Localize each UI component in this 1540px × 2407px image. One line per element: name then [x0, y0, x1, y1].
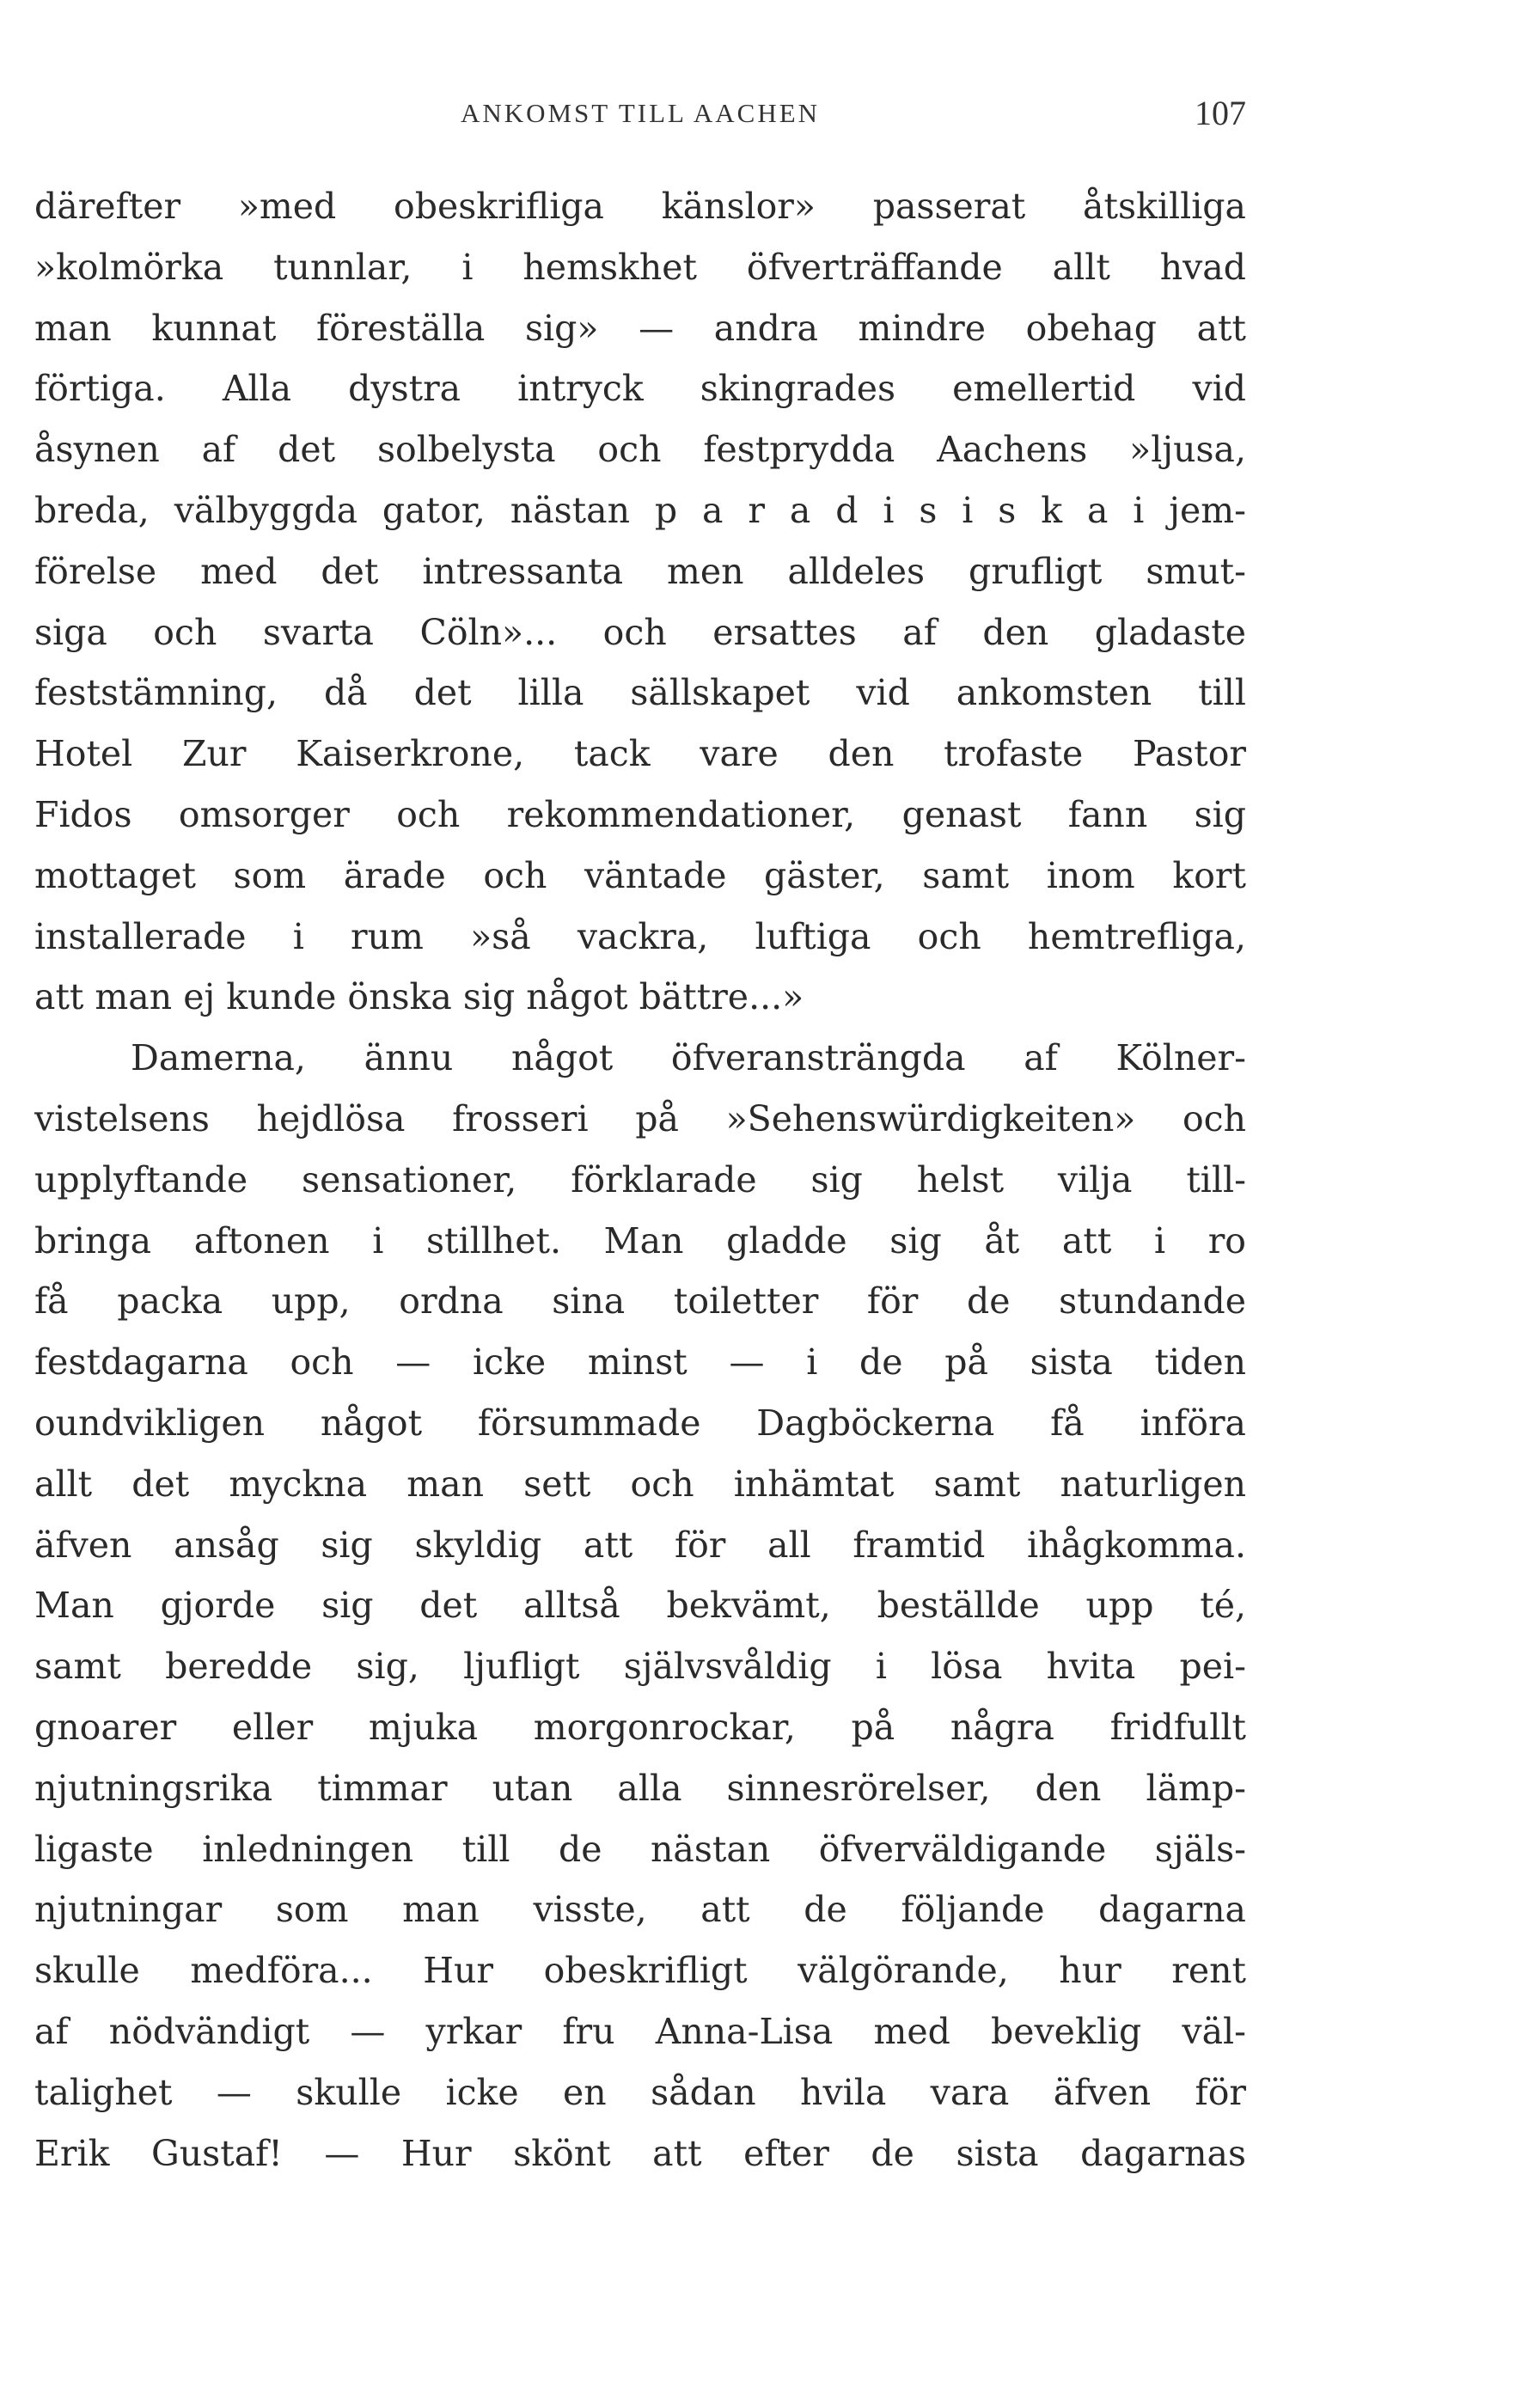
running-title: ANKOMST TILL AACHEN	[460, 98, 821, 128]
running-header	[34, 93, 1246, 136]
text-line: därefter »med obeskrifliga känslor» passerat åtskilliga	[34, 186, 1246, 227]
text-line: oundvikligen något försummade Dagböckerna få införa	[34, 1402, 1246, 1444]
text-line: äfven ansåg sig skyldig att för all framtid ihågkomma.	[34, 1524, 1246, 1566]
text-line: åsynen af det solbelysta och festprydda Aachens »ljusa,	[34, 429, 1246, 471]
text-line: Erik Gustaf! — Hur skönt att efter de sista dagarnas	[34, 2132, 1246, 2174]
text-line: festdagarna och — icke minst — i de på sista tiden	[34, 1341, 1246, 1384]
text-line: Hotel Zur Kaiserkrone, tack vare den trofaste Pastor	[34, 733, 1246, 775]
paragraph-first-line: Damerna, ännu något öfveransträngda af Kölner-	[131, 1037, 1246, 1079]
text-line: njutningsrika timmar utan alla sinnesrörelser, den lämp-	[34, 1767, 1246, 1809]
page-number: 107	[1195, 94, 1246, 132]
text-line: upplyftande sensationer, förklarade sig helst vilja till-	[34, 1158, 1246, 1200]
text-line: få packa upp, ordna sina toiletter för de stundande	[34, 1280, 1246, 1323]
text-line: vistelsens hejdlösa frosseri på »Sehenswürdigkeiten» och	[34, 1097, 1246, 1139]
text-line: förelse med det intressanta men alldeles grufligt smut-	[34, 550, 1246, 592]
text-line: Man gjorde sig det alltså bekvämt, beställde upp té,	[34, 1585, 1246, 1627]
text-line: »kolmörka tunnlar, i hemskhet öfverträffande allt hvad	[34, 246, 1246, 288]
text-line: skulle medföra... Hur obeskrifligt välgörande, hur rent	[34, 1950, 1246, 1992]
text-line: njutningar som man visste, att de följande dagarna	[34, 1889, 1246, 1931]
text-line: ligaste inledningen till de nästan öfverväldigande själs-	[34, 1828, 1246, 1870]
text-line: mottaget som ärade och väntade gäster, samt inom kort	[34, 854, 1246, 896]
text-line: man kunnat föreställa sig» — andra mindre obehag att	[34, 307, 1246, 349]
text-line: samt beredde sig, ljufligt självsvåldig i lösa hvita pei-	[34, 1646, 1246, 1688]
text-line: af nödvändigt — yrkar fru Anna-Lisa med beveklig väl-	[34, 2010, 1246, 2052]
text-line: talighet — skulle icke en sådan hvila vara äfven för	[34, 2071, 1246, 2113]
paragraph-end-line: att man ej kunde önska sig något bättre...»	[34, 976, 804, 1018]
text-line: bringa aftonen i stillhet. Man gladde sig åt att i ro	[34, 1219, 1246, 1262]
body-text	[34, 176, 1246, 2184]
text-line: allt det myckna man sett och inhämtat samt naturligen	[34, 1463, 1246, 1505]
text-line: Fidos omsorger och rekommendationer, genast fann sig	[34, 793, 1246, 835]
text-line: feststämning, då det lilla sällskapet vid ankomsten till	[34, 672, 1246, 714]
text-line: siga och svarta Cöln»... och ersattes af den gladaste	[34, 611, 1246, 653]
text-line: förtiga. Alla dystra intryck skingrades emellertid vid	[34, 368, 1246, 410]
text-line: gnoarer eller mjuka morgonrockar, på några fridfullt	[34, 1706, 1246, 1748]
text-line: breda, välbyggda gator, nästan p a r a d i s i s k a i jem-	[34, 489, 1246, 531]
text-line: installerade i rum »så vackra, luftiga och hemtrefliga,	[34, 915, 1246, 957]
